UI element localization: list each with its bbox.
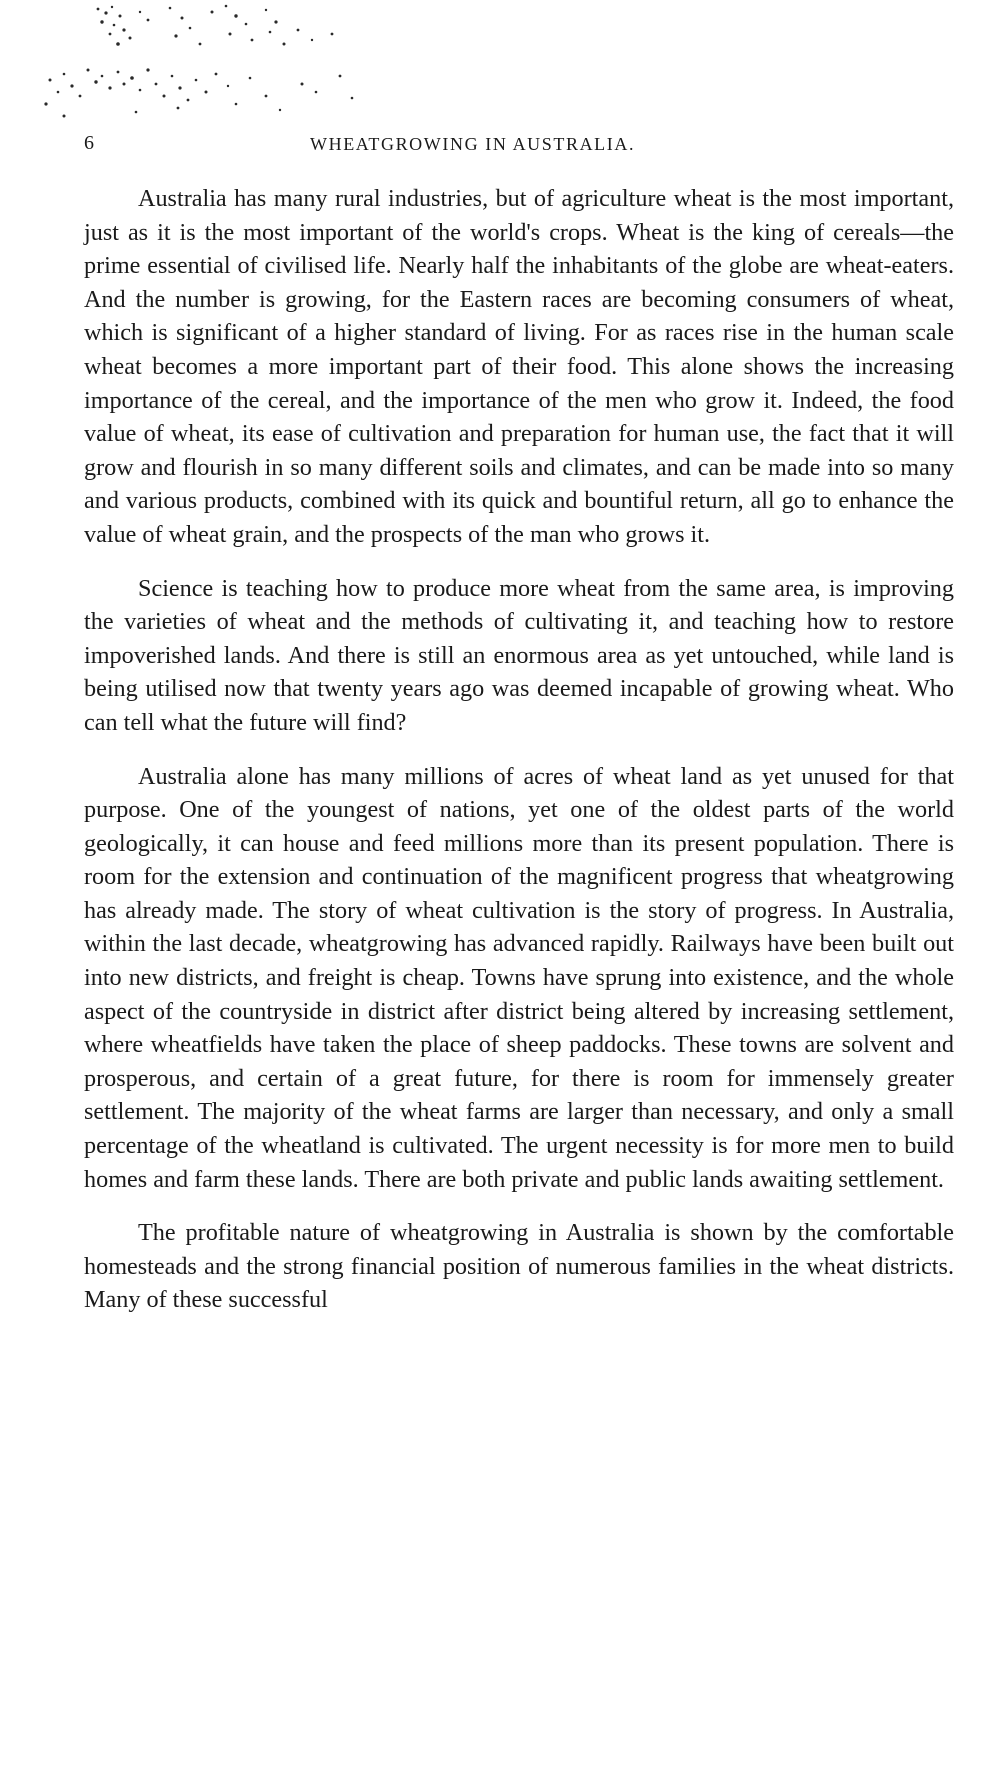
print-speckle-marks	[40, 0, 420, 130]
page-header	[84, 132, 954, 162]
body-text	[84, 182, 954, 1337]
paragraph: The profitable nature of wheatgrowing in Australia is shown by the comfortable homesteads and the strong financial position of numerous families in the wheat districts. Many of these successful	[84, 1219, 954, 1314]
paragraph: Australia alone has many millions of acres of wheat land as yet unused for that purpose. One of the youngest of nations, yet one of the oldest parts of the world geologically, it can house and feed millions more than its present population. There is room for the extension and continuation of the magnificent progress that wheatgrowing has already made. The story of wheat cultivation is the story of progress. In Australia, within the last decade, wheatgrowing has advanced rapidly. Railways have been built out into new districts, and freight is cheap. Towns have sprung into existence, and the whole aspect of the countryside in district after district being altered by increasing settlement, where wheatfields have taken the place of sheep paddocks. These towns are solvent and prosperous, and certain of a great future, for there is room for immensely greater settlement. The majority of the wheat farms are larger than necessary, and only a small percentage of the wheatland is cultivated. The urgent necessity is for more men to build homes and farm these lands. There are both private and public lands awaiting settlement.	[84, 762, 954, 1193]
paragraph: Science is teaching how to produce more wheat from the same area, is improving the varieties of wheat and the methods of cultivating it, and teaching how to restore impoverished lands. And there is still an enormous area as yet untouched, while land is being utilised now that twenty years ago was deemed incapable of growing wheat. Who can tell what the future will find?	[84, 574, 954, 736]
running-head: WHEATGROWING IN AUSTRALIA.	[310, 134, 636, 154]
page-number: 6	[84, 132, 95, 154]
paragraph: Australia has many rural industries, but of agriculture wheat is the most important, just as it is the most important of the world's crops. Wheat is the king of cereals—the prime essential of civilised life. Nearly half the inhabitants of the globe are wheat-eaters. And the number is growing, for the Eastern races are becoming consumers of wheat, which is significant of a higher standard of living. For as races rise in the human scale wheat becomes a more important part of their food. This alone shows the increasing importance of the cereal, and the importance of the men who grow it. Indeed, the food value of wheat, its ease of cultivation and preparation for human use, the fact that it will grow and flourish in so many different soils and climates, and can be made into so many and various products, combined with its quick and bountiful return, all go to enhance the value of wheat grain, and the prospects of the man who grows it.	[84, 185, 954, 548]
